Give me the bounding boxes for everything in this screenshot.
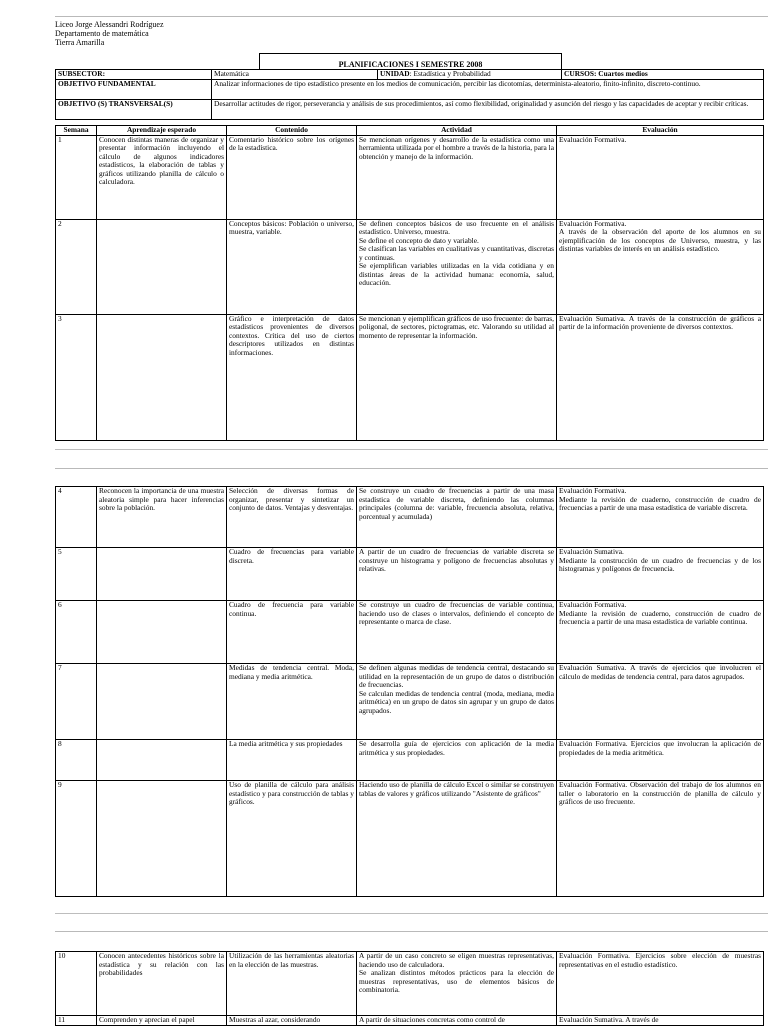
evaluacion-cell: Evaluación Formativa. Ejercicios que involucran la aplicación de propiedades de la media aritmética. xyxy=(557,740,764,781)
aprendizaje-cell: Conocen distintas maneras de organizar y presentar información incluyendo el cálculo de algunos indicadores estadísticos, la elaboración de tablas y gráficos utilizando planilla de cálculo o calculadora. xyxy=(97,135,227,219)
planning-rows-page1 xyxy=(55,125,764,441)
actividad-cell: Se mencionan orígenes y desarrollo de la estadística como una herramienta utilizada por el hombre a través de la historia, para la obtención y manejo de la información. xyxy=(357,135,557,219)
table-row xyxy=(56,664,764,740)
semana-cell: 1 xyxy=(56,135,97,219)
contenido-cell: Utilización de las herramientas aleatorias en la elección de las muestras. xyxy=(227,952,357,1016)
cursos-cell xyxy=(562,70,764,80)
actividad-cell: Se definen algunas medidas de tendencia central, destacando su utilidad en la representación de un grupo de datos o distribución de frecuencias. Se calculan medidas de tendencia central (moda, mediana, media aritmética) en un grupo de datos sin agrupar y un grupo de datos agrupados. xyxy=(357,664,557,740)
actividad-cell: Haciendo uso de planilla de cálculo Excel o similar se construyen tablas de valores y gráficos utilizando "Asistente de gráficos" xyxy=(357,781,557,897)
contenido-cell: Muestras al azar, considerando xyxy=(227,1016,357,1026)
evaluacion-cell: Evaluación Formativa. A través de la observación del aporte de los alumnos en su ejemplificación de los conceptos de Universo, muestra, y las distintas variables de interés en un análisis estadístico. xyxy=(557,219,764,314)
planning-table-page1 xyxy=(55,69,764,120)
evaluacion-cell: Evaluación Formativa. Mediante la revisión de cuaderno, construcción de cuadro de frecuencias a partir de una masa estadística de variable discreta. xyxy=(557,487,764,548)
evaluacion-cell: Evaluación Sumativa. Mediante la construcción de un cuadro de frecuencias y de los histogramas y polígonos de frecuencia. xyxy=(557,548,764,601)
planning-rows-page3 xyxy=(55,951,764,1026)
actividad-cell: A partir de situaciones concretas como control de xyxy=(357,1016,557,1026)
contenido-cell: La media aritmética y sus propiedades xyxy=(227,740,357,781)
contenido-cell: Cuadro de frecuencias para variable discreta. xyxy=(227,548,357,601)
aprendizaje-cell xyxy=(97,740,227,781)
semana-cell: 11 xyxy=(56,1016,97,1026)
table-row xyxy=(56,781,764,897)
contenido-cell: Cuadro de frecuencia para variable continua. xyxy=(227,601,357,664)
actividad-cell: Se construye un cuadro de frecuencias a partir de una masa estadística de variable discreta, definiendo las columnas principales (columna de: variable, frecuencia absoluta, relativa, porcentual y acumulada) xyxy=(357,487,557,548)
contenido-cell: Conceptos básicos: Población o universo, muestra, variable. xyxy=(227,219,357,314)
semana-cell: 8 xyxy=(56,740,97,781)
contenido-cell: Medidas de tendencia central. Moda, mediana y media aritmética. xyxy=(227,664,357,740)
contenido-cell: Selección de diversas formas de organizar, presentar y sintetizar un conjunto de datos. Ventajas y desventajas. xyxy=(227,487,357,548)
evaluacion-cell: Evaluación Sumativa. A través de ejercicios que involucren el cálculo de medidas de tendencia central, para datos agrupados. xyxy=(557,664,764,740)
semana-cell: 3 xyxy=(56,314,97,440)
contenido-cell: Gráfico e interpretación de datos estadísticos provenientes de diversos contextos. Crítica del uso de ciertos descriptores utilizados en distintas informaciones. xyxy=(227,314,357,440)
table-row xyxy=(56,548,764,601)
contenido-cell: Comentario histórico sobre los orígenes de la estadística. xyxy=(227,135,357,219)
semana-cell: 4 xyxy=(56,487,97,548)
objetivo-transversal-value: Desarrollar actitudes de rigor, perseverancia y análisis de sus procedimientos, así como flexibilidad, originalidad y asunción del riesgo y las capacidades de aceptar y recibir críticas. xyxy=(212,100,764,120)
document-title: PLANIFICACIONES I SEMESTRE 2008 xyxy=(259,53,562,69)
evaluacion-cell: Evaluación Formativa. Observación del trabajo de los alumnos en taller o laboratorio en la construcción de planilla de cálculo y gráficos de uso frecuente. xyxy=(557,781,764,897)
page-break-line xyxy=(55,913,768,914)
table-row xyxy=(56,135,764,219)
semana-cell: 5 xyxy=(56,548,97,601)
aprendizaje-cell xyxy=(97,314,227,440)
actividad-cell: A partir de un caso concreto se eligen muestras representativas, haciendo uso de calculadora. Se analizan distintos métodos prácticos para la elección de muestras representativas, uso de elementos básicos de combinatoria. xyxy=(357,952,557,1016)
unidad-value: : Estadística y Probabilidad xyxy=(409,69,491,78)
aprendizaje-cell: Conocen antecedentes históricos sobre la estadística y su relación con las probabilidades xyxy=(97,952,227,1016)
col-header-contenido: Contenido xyxy=(227,126,357,136)
planning-rows-page2 xyxy=(55,486,764,897)
objetivo-fundamental-value: Analizar informaciones de tipo estadístico presente en los medios de comunicación, percibir las dicotomías, determinista-aleatorio, finito-infinito, discreto-continuo. xyxy=(212,80,764,100)
aprendizaje-cell xyxy=(97,664,227,740)
subsector-value: Matemática xyxy=(212,70,378,80)
page-break-line xyxy=(55,449,768,450)
col-header-aprendizaje: Aprendizaje esperado xyxy=(97,126,227,136)
table-row xyxy=(56,952,764,1016)
semana-cell: 10 xyxy=(56,952,97,1016)
cursos-label: CURSOS xyxy=(564,69,594,78)
table-row xyxy=(56,487,764,548)
evaluacion-cell: Evaluación Sumativa. A través de la construcción de gráficos a partir de la información proveniente de diversos contextos. xyxy=(557,314,764,440)
city-name: Tierra Amarilla xyxy=(55,38,105,47)
page-top-rule xyxy=(55,931,768,932)
aprendizaje-cell xyxy=(97,548,227,601)
unidad-cell xyxy=(378,70,562,80)
semana-cell: 7 xyxy=(56,664,97,740)
col-header-semana: Semana xyxy=(56,126,97,136)
actividad-cell: Se desarrolla guía de ejercicios con aplicación de la media aritmética y sus propiedades. xyxy=(357,740,557,781)
actividad-cell: Se construye un cuadro de frecuencias de variable continua, haciendo uso de clases o intervalos, definiendo el concepto de representante o marca de clase. xyxy=(357,601,557,664)
school-name: Liceo Jorge Alessandri Rodríguez xyxy=(55,20,164,29)
semana-cell: 9 xyxy=(56,781,97,897)
page-top-rule xyxy=(55,468,768,469)
actividad-cell: A partir de un cuadro de frecuencias de variable discreta se construye un histograma y polígono de frecuencias absolutas y relativas. xyxy=(357,548,557,601)
evaluacion-cell: Evaluación Formativa. xyxy=(557,135,764,219)
evaluacion-cell: Evaluación Formativa. Ejercicios sobre elección de muestras representativas en el estudio estadístico. xyxy=(557,952,764,1016)
cursos-value: : Cuartos medios xyxy=(594,69,648,78)
document-header xyxy=(55,20,164,47)
actividad-cell: Se definen conceptos básicos de uso frecuente en el análisis estadístico. Universo, muestra. Se define el concepto de dato y variable. Se clasifican las variables en cualitativas y cuantitativas, discretas y continuas. Se ejemplifican variables utilizadas en la vida cotidiana y en distintas áreas de la actividad humana: economía, salud, educación. xyxy=(357,219,557,314)
table-row xyxy=(56,601,764,664)
table-row xyxy=(56,314,764,440)
evaluacion-cell: Evaluación Formativa. Mediante la revisión de cuaderno, construcción de cuadro de frecuencia a partir de una masa estadística de variable continua. xyxy=(557,601,764,664)
table-row xyxy=(56,219,764,314)
page-top-rule xyxy=(55,16,768,17)
unidad-label: UNIDAD xyxy=(380,69,410,78)
aprendizaje-cell: Comprenden y aprecian el papel xyxy=(97,1016,227,1026)
subsector-label: SUBSECTOR: xyxy=(56,70,212,80)
aprendizaje-cell xyxy=(97,781,227,897)
objetivo-transversal-label: OBJETIVO (S) TRANSVERSAL(S) xyxy=(56,100,212,120)
objetivo-fundamental-label: OBJETIVO FUNDAMENTAL xyxy=(56,80,212,100)
department-name: Departamento de matemática xyxy=(55,29,149,38)
col-header-evaluacion: Evaluación xyxy=(557,126,764,136)
col-header-actividad: Actividad xyxy=(357,126,557,136)
aprendizaje-cell xyxy=(97,601,227,664)
aprendizaje-cell xyxy=(97,219,227,314)
aprendizaje-cell: Reconocen la importancia de una muestra aleatoria simple para hacer inferencias sobre la población. xyxy=(97,487,227,548)
semana-cell: 2 xyxy=(56,219,97,314)
semana-cell: 6 xyxy=(56,601,97,664)
evaluacion-cell: Evaluación Sumativa. A través de xyxy=(557,1016,764,1026)
table-row xyxy=(56,740,764,781)
actividad-cell: Se mencionan y ejemplifican gráficos de uso frecuente: de barras, poligonal, de sectores, pictogramas, etc. Valorando su utilidad al momento de representar la información. xyxy=(357,314,557,440)
contenido-cell: Uso de planilla de cálculo para análisis estadístico y para construcción de tablas y gráficos. xyxy=(227,781,357,897)
